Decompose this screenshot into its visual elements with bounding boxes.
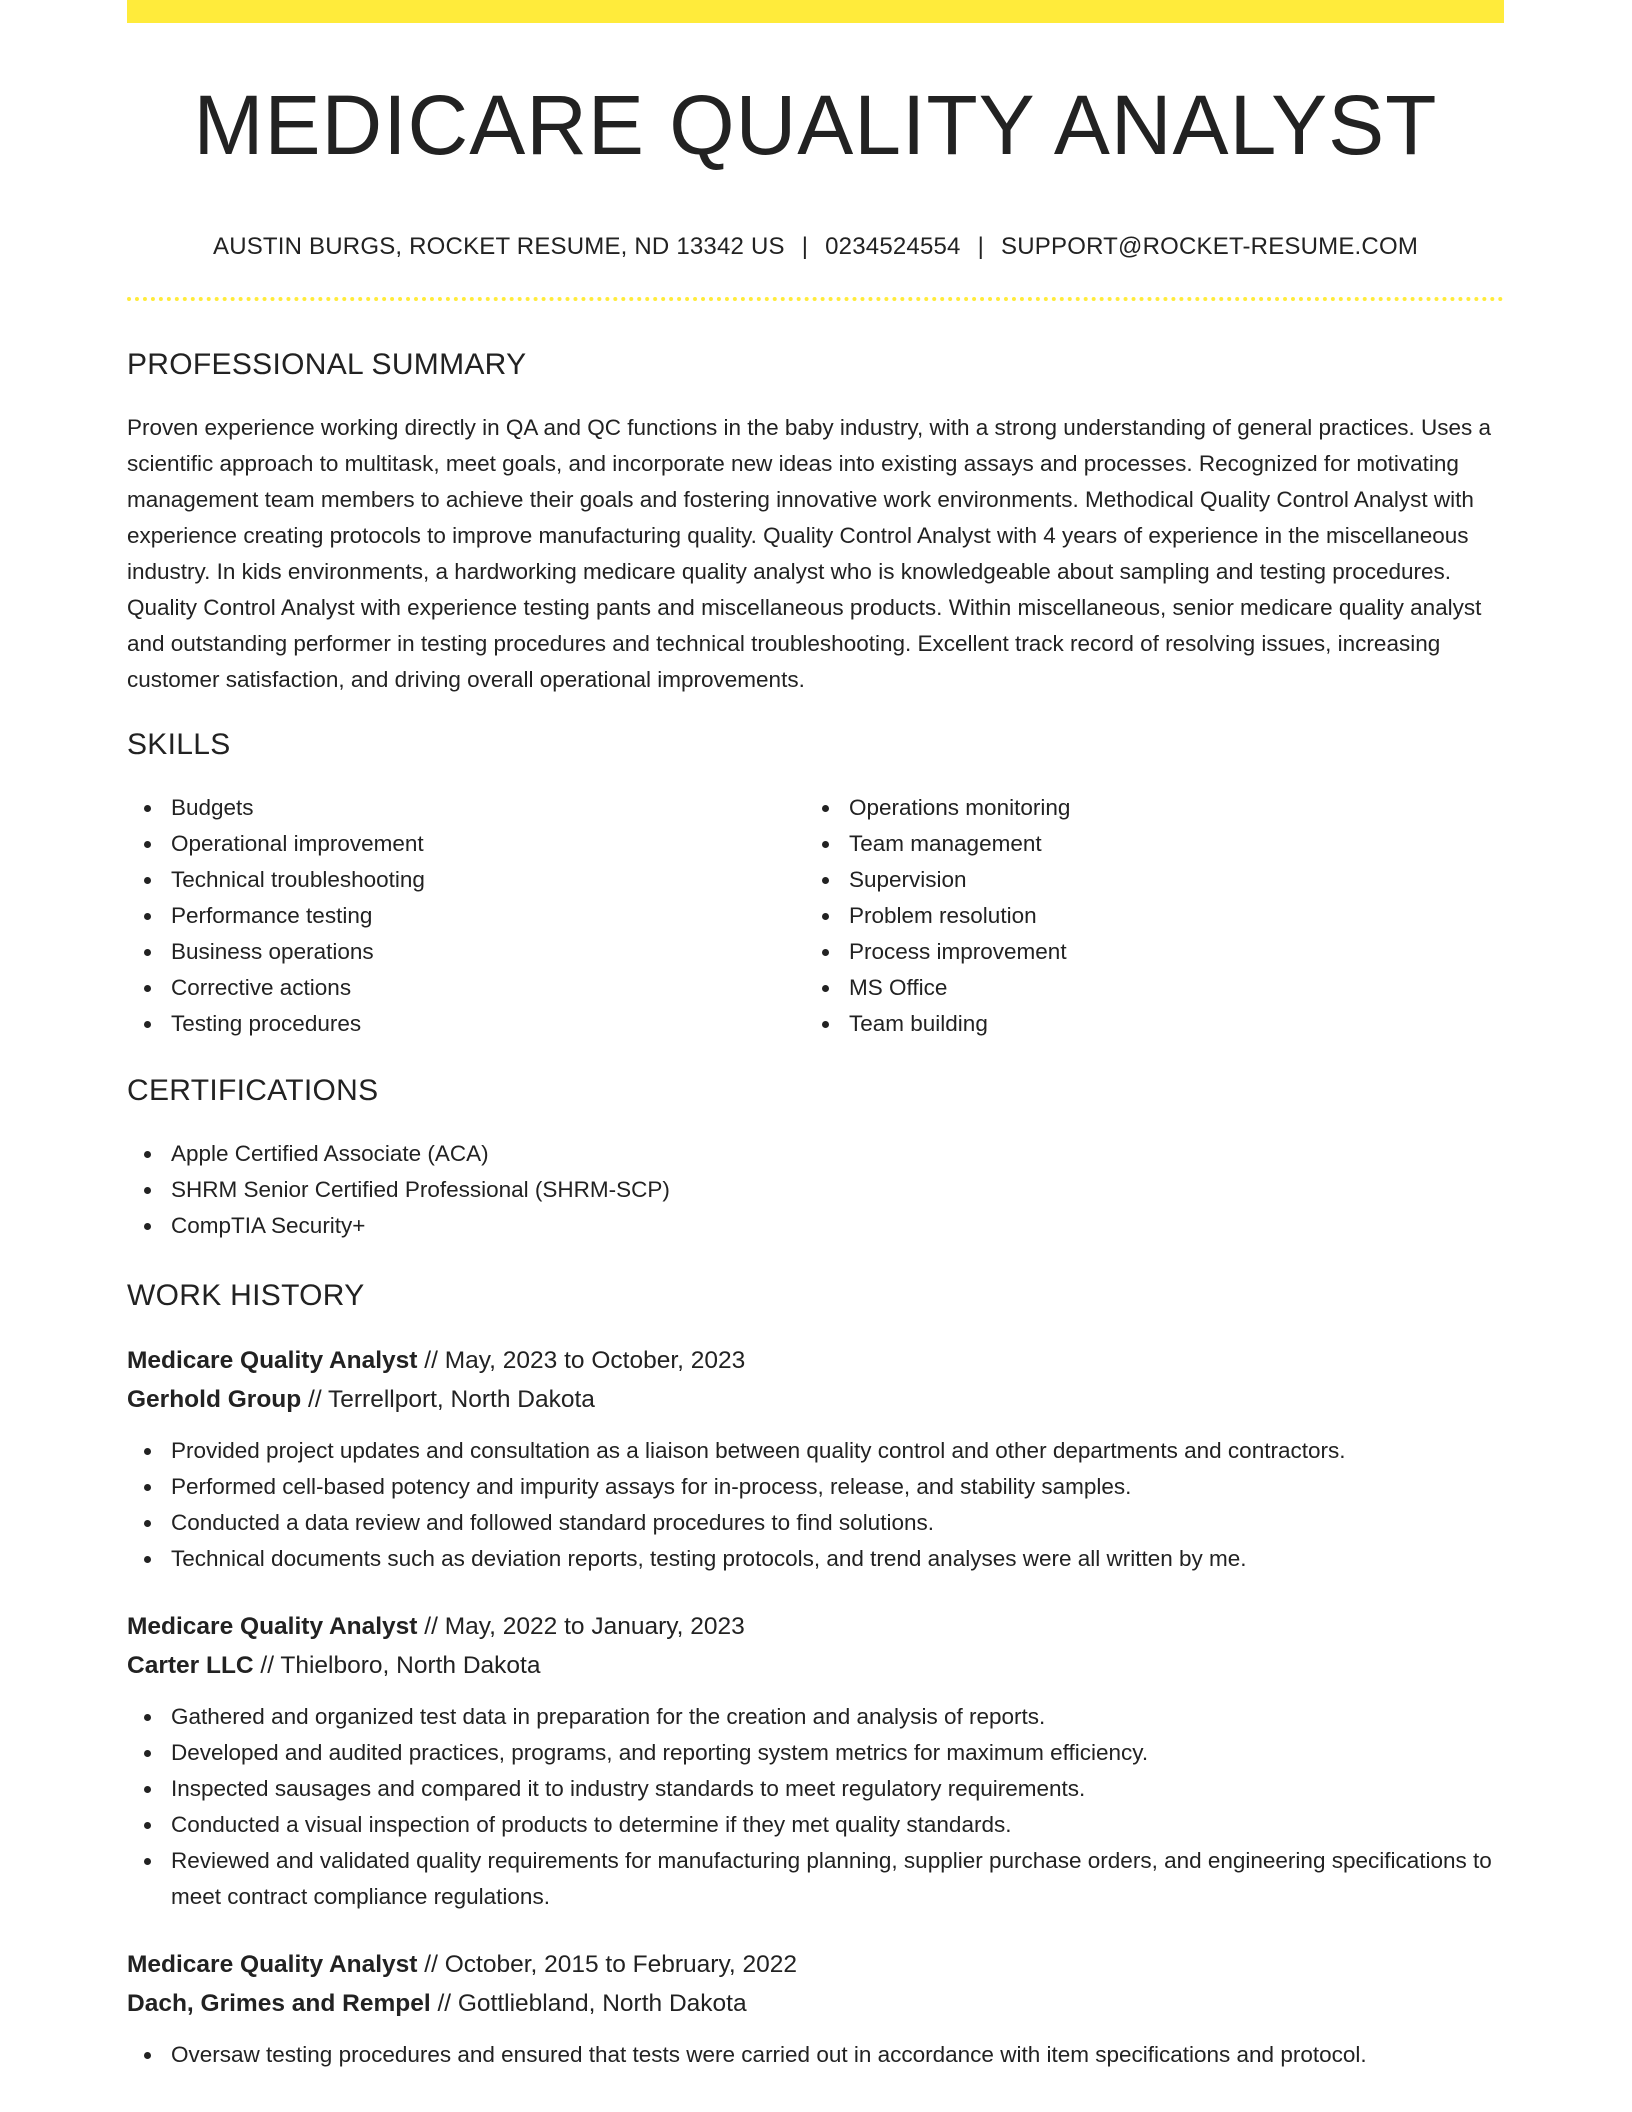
skill-item: Problem resolution	[849, 898, 1483, 934]
job-bullet: Oversaw testing procedures and ensured that tests were carried out in accordance with item specifications and protocol.	[171, 2037, 1504, 2073]
skill-item: Corrective actions	[171, 970, 805, 1006]
job-company: Carter LLC	[127, 1652, 254, 1680]
job-location: // Gottliebland, North Dakota	[430, 1990, 747, 2018]
job-dates: // May, 2022 to January, 2023	[417, 1613, 745, 1641]
job-entry	[127, 1607, 1504, 1915]
skill-item: Operations monitoring	[849, 790, 1483, 826]
job-company-line	[127, 1380, 1504, 1419]
contact-email[interactable]: SUPPORT@ROCKET-RESUME.COM	[1001, 233, 1419, 261]
summary-text: Proven experience working directly in QA and QC functions in the baby industry, with a strong understanding of general practices. Uses a scientific approach to multitask, meet goals, and incorporate new ideas into existing assays and processes. Recognized for motivating management team members to achieve their goals and fostering innovative work environments. Methodical Quality Control Analyst with experience creating protocols to improve manufacturing quality. Quality Control Analyst with 4 years of experience in the miscellaneous industry. In kids environments, a hardworking medicare quality analyst who is knowledgeable about sampling and testing procedures. Quality Control Analyst with experience testing pants and miscellaneous products. Within miscellaneous, senior medicare quality analyst and outstanding performer in testing procedures and technical troubleshooting. Excellent track record of resolving issues, increasing customer satisfaction, and driving overall operational improvements.	[127, 415, 1492, 693]
certification-item: CompTIA Security+	[171, 1208, 1504, 1244]
skill-item: Testing procedures	[171, 1006, 805, 1042]
job-entry	[127, 1341, 1504, 1577]
job-bullet: Reviewed and validated quality requirements for manufacturing planning, supplier purchase orders, and engineering specifications to meet contract compliance regulations.	[171, 1843, 1504, 1915]
job-company-line	[127, 1984, 1504, 2023]
job-bullets	[127, 1699, 1504, 1915]
summary-heading: PROFESSIONAL SUMMARY	[127, 348, 527, 382]
contact-phone: 0234524554	[825, 233, 961, 261]
resume-title: MEDICARE QUALITY ANALYST	[193, 78, 1438, 172]
skills-column-right	[805, 790, 1483, 1042]
job-bullet: Conducted a data review and followed standard procedures to find solutions.	[171, 1505, 1504, 1541]
skill-item: Operational improvement	[171, 826, 805, 862]
resume-page	[127, 0, 1504, 2073]
skill-item: Team building	[849, 1006, 1483, 1042]
contact-address: AUSTIN BURGS, ROCKET RESUME, ND 13342 US	[212, 233, 785, 261]
job-bullet: Provided project updates and consultation as a liaison between quality control and other departments and contractors.	[171, 1433, 1504, 1469]
skill-item: MS Office	[849, 970, 1483, 1006]
job-title: Medicare Quality Analyst	[127, 1613, 418, 1641]
job-title: Medicare Quality Analyst	[127, 1951, 418, 1979]
skills-list-right	[805, 790, 1483, 1042]
certification-item: SHRM Senior Certified Professional (SHRM-SCP)	[171, 1172, 1504, 1208]
job-bullet: Technical documents such as deviation reports, testing protocols, and trend analyses were all written by me.	[171, 1541, 1504, 1577]
job-bullet: Developed and audited practices, programs, and reporting system metrics for maximum efficiency.	[171, 1735, 1504, 1771]
skill-item: Team management	[849, 826, 1483, 862]
job-bullet: Inspected sausages and compared it to industry standards to meet regulatory requirements.	[171, 1771, 1504, 1807]
job-dates: // May, 2023 to October, 2023	[417, 1347, 746, 1375]
skills-grid	[127, 790, 1504, 1042]
skill-item: Technical troubleshooting	[171, 862, 805, 898]
certifications-heading: CERTIFICATIONS	[127, 1074, 379, 1108]
job-title: Medicare Quality Analyst	[127, 1347, 418, 1375]
job-bullets	[127, 2037, 1504, 2073]
contact-line	[127, 231, 1504, 263]
skill-item: Performance testing	[171, 898, 805, 934]
certifications-list	[127, 1136, 1504, 1244]
job-company-line	[127, 1646, 1504, 1685]
top-accent-bar	[127, 0, 1504, 23]
skills-column-left	[127, 790, 805, 1042]
certification-item: Apple Certified Associate (ACA)	[171, 1136, 1504, 1172]
job-title-line	[127, 1945, 1504, 1984]
job-location: // Thielboro, North Dakota	[253, 1652, 541, 1680]
dotted-divider	[127, 297, 1504, 301]
job-company: Gerhold Group	[127, 1386, 302, 1414]
skill-item: Supervision	[849, 862, 1483, 898]
job-title-line	[127, 1607, 1504, 1646]
contact-separator: |	[977, 233, 985, 261]
job-entry	[127, 1945, 1504, 2073]
skill-item: Process improvement	[849, 934, 1483, 970]
contact-separator: |	[801, 233, 809, 261]
work-history-heading: WORK HISTORY	[127, 1279, 365, 1313]
job-title-line	[127, 1341, 1504, 1380]
skills-list-left	[127, 790, 805, 1042]
job-company: Dach, Grimes and Rempel	[127, 1990, 431, 2018]
job-bullet: Performed cell-based potency and impurity assays for in-process, release, and stability samples.	[171, 1469, 1504, 1505]
job-bullet: Conducted a visual inspection of products to determine if they met quality standards.	[171, 1807, 1504, 1843]
skill-item: Budgets	[171, 790, 805, 826]
job-bullet: Gathered and organized test data in preparation for the creation and analysis of reports.	[171, 1699, 1504, 1735]
skill-item: Business operations	[171, 934, 805, 970]
job-location: // Terrellport, North Dakota	[301, 1386, 595, 1414]
skills-heading: SKILLS	[127, 728, 231, 762]
job-bullets	[127, 1433, 1504, 1577]
job-dates: // October, 2015 to February, 2022	[417, 1951, 798, 1979]
